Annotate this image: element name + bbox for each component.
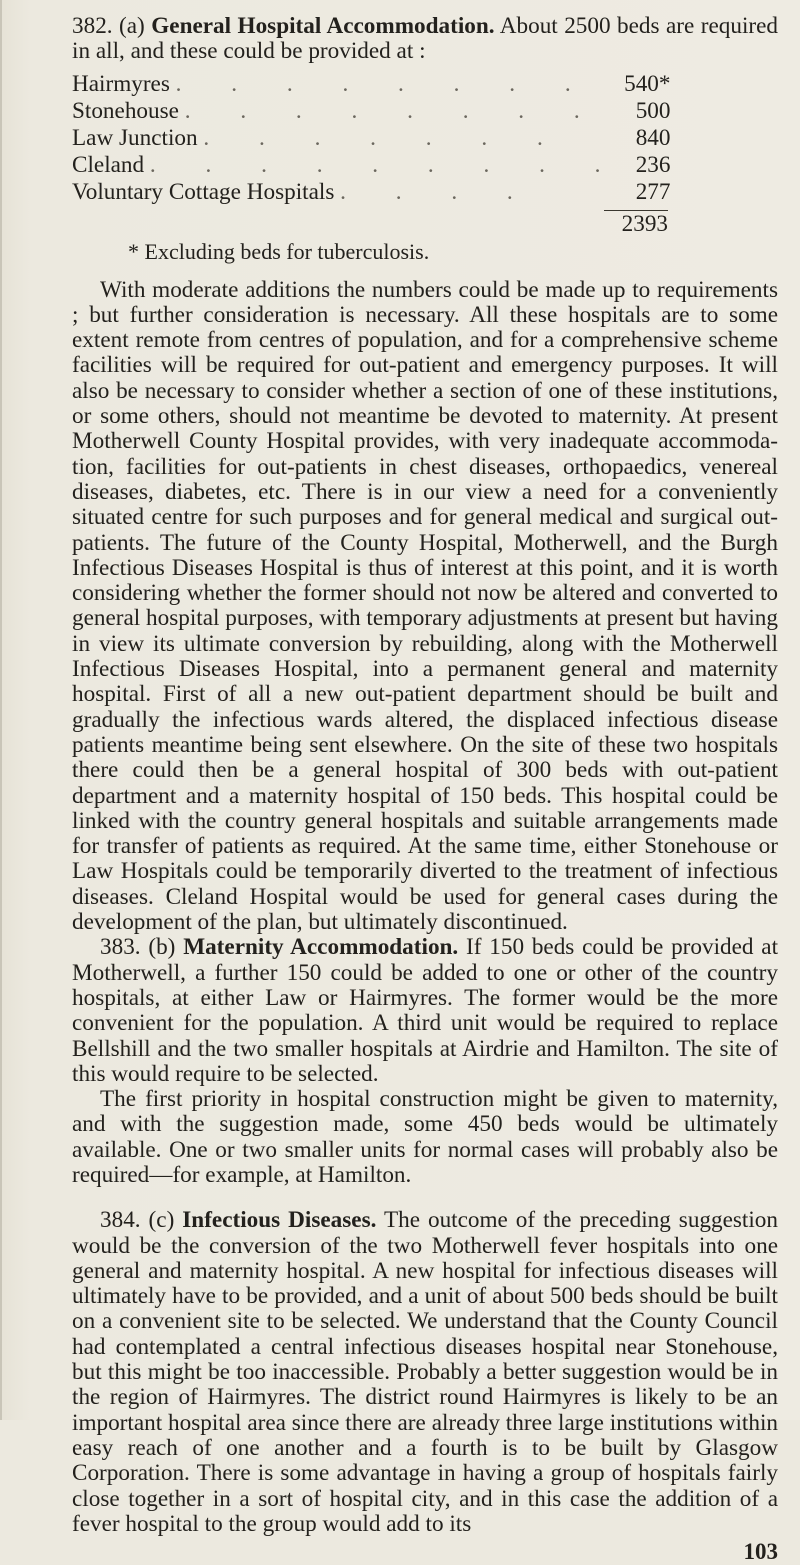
section-382-title: General Hospital Accommodation. [151,13,495,39]
table-row [72,98,670,125]
hospital-name: Stonehouse . . . . . . . . [72,97,602,124]
section-383-paragraph [72,935,778,1087]
page-edge [0,0,2,1420]
bed-count: 277 [635,178,671,205]
table-row [72,125,670,152]
hospital-name: Cleland . . . . . . . . . [72,151,623,178]
hospital-name: Law Junction . . . . . . . [72,124,565,151]
section-383-text: If 150 beds could be provided at Motherwell, a further 150 could be added to one or other of the country hospitals, at either Law or Hairmyres. The former would be the more convenient for the population. A third unit would be required to replace Bellshill and the two smaller hospitals at Airdrie and Hamilton. The site of this would require to be selected. [72,934,779,1087]
section-382-intro-text: About 2500 beds are required in all, and these could be provided at : [72,13,779,65]
section-382-number: 382. (a) [72,13,145,39]
section-384-title: Infectious Diseases. [182,1207,377,1234]
section-384-paragraph [72,1208,778,1537]
table-row [72,152,670,179]
page-number: 103 [743,1539,778,1565]
bed-count: 540* [624,70,671,97]
bed-count: 236 [635,151,671,178]
footnote: * Excluding beds for tuberculosis. [128,238,430,264]
section-384-text: The outcome of the preceding suggestion would be the conversion of the two Motherwell fever hospitals into one general and maternity hospital. A new hospital for infectious diseases will ultimately have to be provided, and a unit of about 500 beds should be built on a convenient site to be selected. We understand that the County Council had contemplated a central infectious diseases hospital near Stonehouse, but this might be too inaccessible. Probably a better suggestion would be in the region of Hairmyres. The district round Hairmyres is likely to be an important hospital area since there are already three large institutions within easy reach of one another and a fourth is to be built by Glasgow Corporation. There is some advantage in having a group of hospitals fairly close together in a sort of hospital city, and in this case the addition of a fever hospital to the group would add to its [72,1207,778,1537]
section-383-paragraph-2: The first priority in hospital construction might be given to maternity, and with the suggestion made, some 450 beds would be ultimately available. One or two smaller units for normal cases will probably also be required—for example, at Hamilton. [72,1086,778,1188]
section-383-title: Maternity Accommodation. [183,934,459,961]
section-384-number: 384. (c) [100,1207,175,1234]
section-382-body: With moderate additions the numbers could be made up to requirements ; but further consideration is necessary. All these hospitals are to some extent remote from centres of population, and for a comprehensive scheme facilities will be required for out-patient and emergency purposes. It will also be necessary to consider whether a section of one of these institutions, or some others, should not meantime be devoted to maternity. At present Motherwell County Hospital provides, with very inadequate accommoda-tion, facilities for out-patients in chest diseases, orthopaedics, venereal diseases, diabetes, etc. There is in our view a need for a conveniently situated centre for such purposes and for general medical and surgical out-patients. The future of the County Hospital, Motherwell, and the Burgh Infectious Diseases Hospital is thus of interest at this point, and it is worth considering whether the former should not now be altered and converted to general hospital purposes, with temporary adjustments at present but having in view its ultimate conversion by rebuilding, along with the Motherwell Infectious Diseases Hospital, into a permanent general and maternity hospital. First of all a new out-patient department should be built and gradually the infectious wards altered, the displaced infectious disease patients meantime being sent elsewhere. On the site of these two hospitals there could then be a general hospital of 300 beds with out-patient department and a maternity hospital of 150 beds. This hospital could be linked with the country general hospitals and suitable arrangements made for transfer of patients as required. At the same time, either Stonehouse or Law Hospitals could be temporarily diverted to the treatment of infectious diseases. Cleland Hospital would be used for general cases during the development of the plan, but ultimately discontinued. [72,276,778,936]
table-row [72,179,670,206]
bed-count: 500 [635,97,671,124]
table-row [72,71,670,98]
hospital-name: Hairmyres . . . . . . . . [72,70,593,97]
section-383-number: 383. (b) [100,934,176,961]
bed-count: 840 [635,124,671,151]
section-382-intro [72,14,778,65]
beds-total: 2393 [621,210,668,237]
beds-table [72,71,670,206]
hospital-name: Voluntary Cottage Hospitals . . . . [72,178,535,205]
